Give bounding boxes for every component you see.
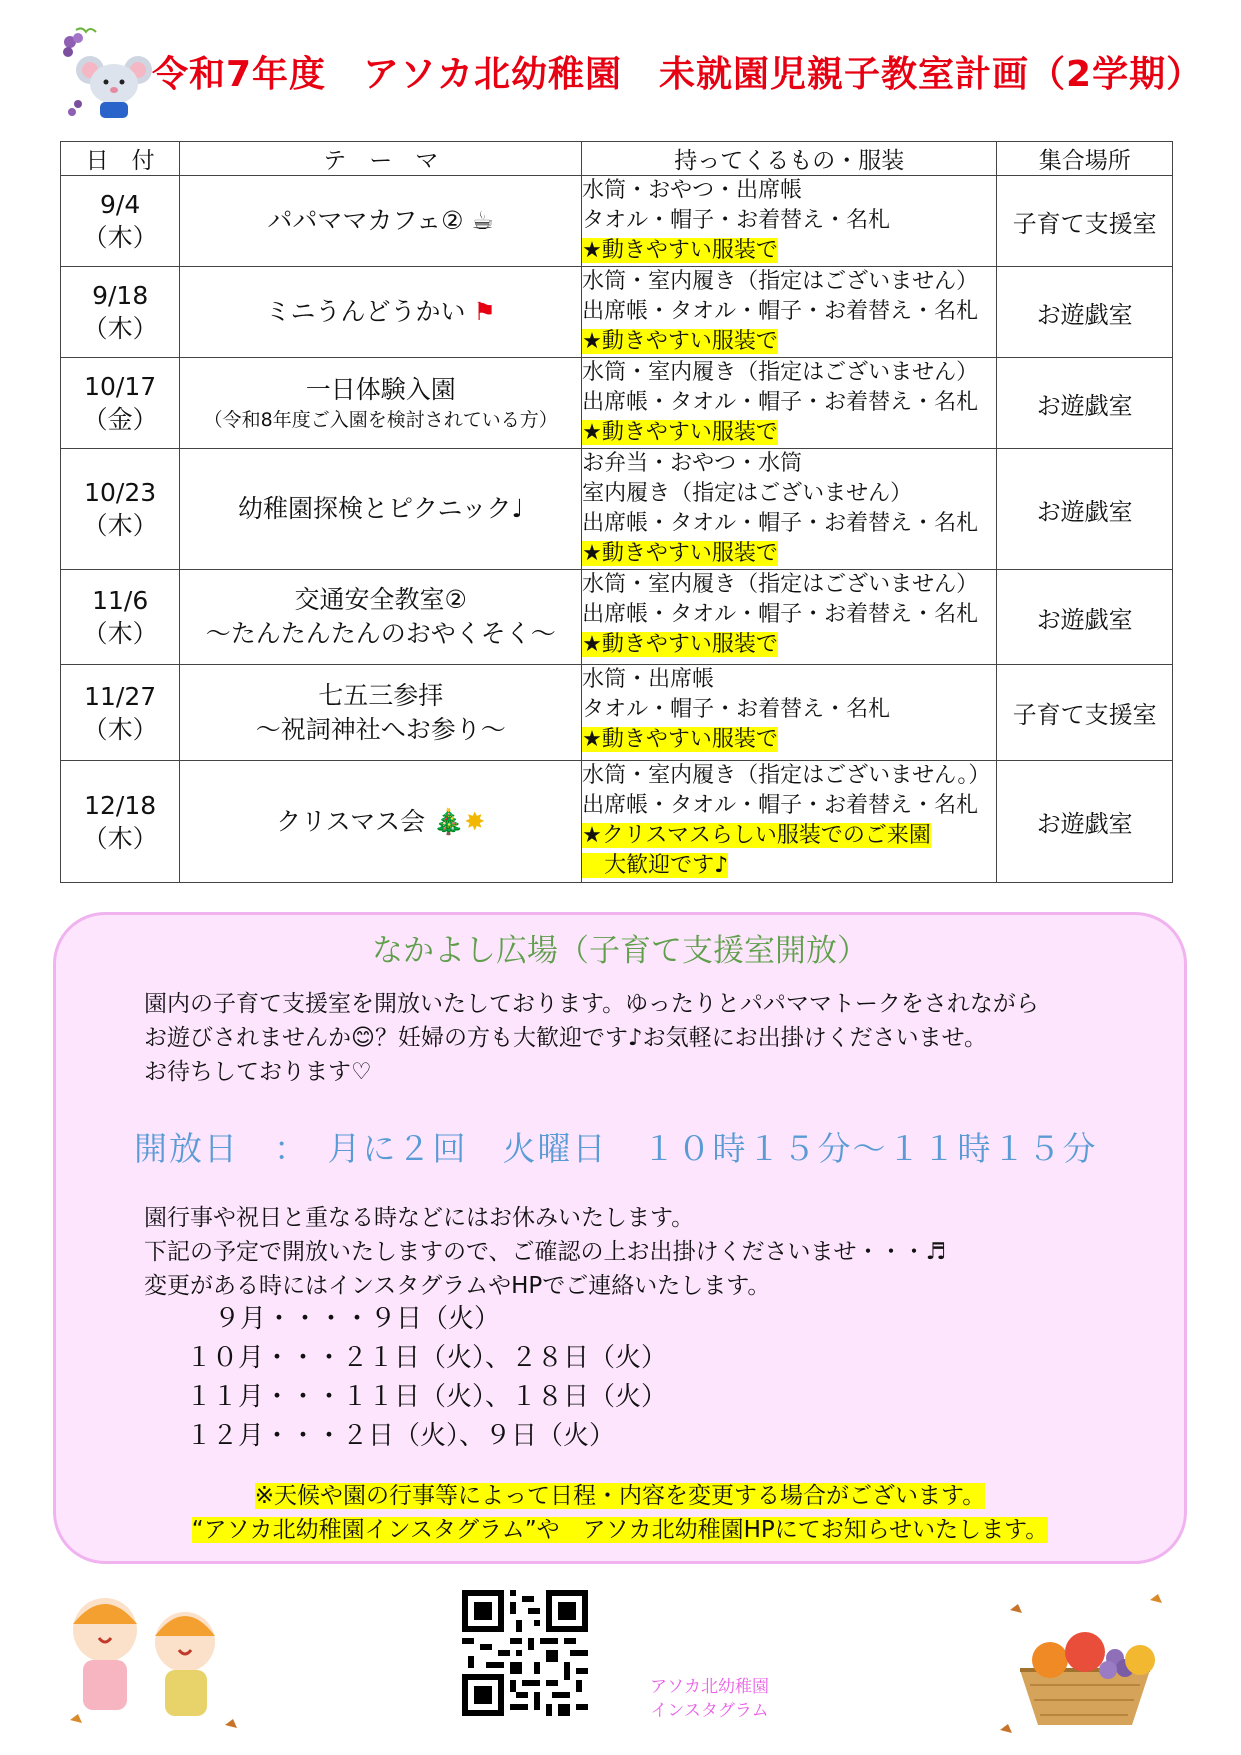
header-theme: テ ー マ	[180, 142, 582, 176]
row-date: 9/4 （木）	[61, 176, 180, 267]
coffee-icon: ☕	[471, 206, 494, 235]
fruit-basket-illustration	[990, 1580, 1175, 1740]
row-theme: クリスマス会 🎄✸	[180, 761, 582, 883]
table-row	[61, 358, 1173, 449]
row-items: 水筒・おやつ・出席帳 タオル・帽子・お着替え・名札 ★動きやすい服装で	[582, 176, 997, 267]
table-row	[61, 267, 1173, 358]
row-theme: ミニうんどうかい ⚑	[180, 267, 582, 358]
header-items: 持ってくるもの・服装	[582, 142, 997, 176]
row-place: お遊戯室	[997, 358, 1173, 449]
row-date: 11/6 （木）	[61, 570, 180, 665]
header-place: 集合場所	[997, 142, 1173, 176]
plaza-title: なかよし広場（子育て支援室開放）	[372, 933, 868, 969]
table-header-row	[61, 142, 1173, 176]
plaza-intro: 園内の子育て支援室を開放いたしております。ゆったりとパパママトークをされながら お遊びされませんか😊？妊婦の方も大歓迎です♪お気軽にお出掛けくださいませ。 お待ちしております♡	[144, 991, 1039, 1085]
row-items: 水筒・室内履き（指定はございません） 出席帳・タオル・帽子・お着替え・名札 ★動きやすい服装で	[582, 267, 997, 358]
page-title: 令和7年度 アソカ北幼稚園 未就園児親子教室計画（2学期）	[152, 54, 1204, 95]
table-row	[61, 176, 1173, 267]
list-item: １２月・・・２日（火）、９日（火）	[186, 1421, 616, 1451]
row-date: 11/27 （木）	[61, 665, 180, 761]
row-place: お遊戯室	[997, 267, 1173, 358]
table-row	[61, 449, 1173, 570]
nakayoshi-plaza-box	[53, 912, 1187, 1564]
row-theme: 一日体験入園 （令和8年度ご入園を検討されている方）	[180, 358, 582, 449]
row-date: 10/17 （金）	[61, 358, 180, 449]
autumn-kids-illustration	[55, 1580, 245, 1740]
row-place: 子育て支援室	[997, 176, 1173, 267]
star-sparkle-icon: ✸	[464, 806, 486, 836]
table-row	[61, 570, 1173, 665]
schedule-table	[60, 141, 1173, 883]
instagram-label: アソカ北幼稚園 インスタグラム	[650, 1677, 769, 1721]
table-row	[61, 761, 1173, 883]
christmas-tree-icon: 🎄	[433, 806, 465, 836]
instagram-qr-code[interactable]	[462, 1590, 588, 1716]
row-date: 12/18 （木）	[61, 761, 180, 883]
row-items: 水筒・室内履き（指定はございません） 出席帳・タオル・帽子・お着替え・名札 ★動きやすい服装で	[582, 358, 997, 449]
row-place: お遊戯室	[997, 449, 1173, 570]
row-place: 子育て支援室	[997, 665, 1173, 761]
row-date: 10/23 （木）	[61, 449, 180, 570]
schedule-change-notice: ※天候や園の行事等によって日程・内容を変更する場合がございます。 “アソカ北幼稚園インスタグラム”や アソカ北幼稚園HPにてお知らせいたします。	[191, 1483, 1049, 1543]
row-theme: 幼稚園探検とピクニック♩	[180, 449, 582, 570]
list-item: ９月・・・・９日（火）	[214, 1304, 501, 1334]
list-item: １１月・・・１１日（火）、１８日（火）	[186, 1382, 668, 1412]
opening-days: 開放日 ： 月に２回 火曜日 １０時１５分～１１時１５分	[134, 1129, 1098, 1168]
red-flag-icon: ⚑	[473, 297, 496, 326]
row-place: お遊戯室	[997, 570, 1173, 665]
row-place: お遊戯室	[997, 761, 1173, 883]
row-items: 水筒・出席帳 タオル・帽子・お着替え・名札 ★動きやすい服装で	[582, 665, 997, 761]
mouse-mascot-illustration	[56, 22, 156, 122]
plaza-notes: 園行事や祝日と重なる時などにはお休みいたします。 下記の予定で開放いたしますので、ご確認の上お出掛けくださいませ・・・♬ 変更がある時にはインスタグラムやHPでご連絡いたします。	[144, 1205, 947, 1299]
list-item: １０月・・・２１日（火）、２８日（火）	[186, 1343, 668, 1373]
row-theme: 七五三参拝 ～祝詞神社へお参り～	[180, 665, 582, 761]
row-date: 9/18 （木）	[61, 267, 180, 358]
row-items: 水筒・室内履き（指定はございません。） 出席帳・タオル・帽子・お着替え・名札 ★クリスマスらしい服装でのご来園 大歓迎です♪	[582, 761, 997, 883]
header-date: 日 付	[61, 142, 180, 176]
row-theme: 交通安全教室② ～たんたんたんのおやくそく～	[180, 570, 582, 665]
opening-dates-list	[186, 1300, 667, 1456]
table-row	[61, 665, 1173, 761]
row-items: 水筒・室内履き（指定はございません） 出席帳・タオル・帽子・お着替え・名札 ★動きやすい服装で	[582, 570, 997, 665]
row-items: お弁当・おやつ・水筒 室内履き（指定はございません） 出席帳・タオル・帽子・お着替え・名札 ★動きやすい服装で	[582, 449, 997, 570]
row-theme: パパママカフェ② ☕	[180, 176, 582, 267]
